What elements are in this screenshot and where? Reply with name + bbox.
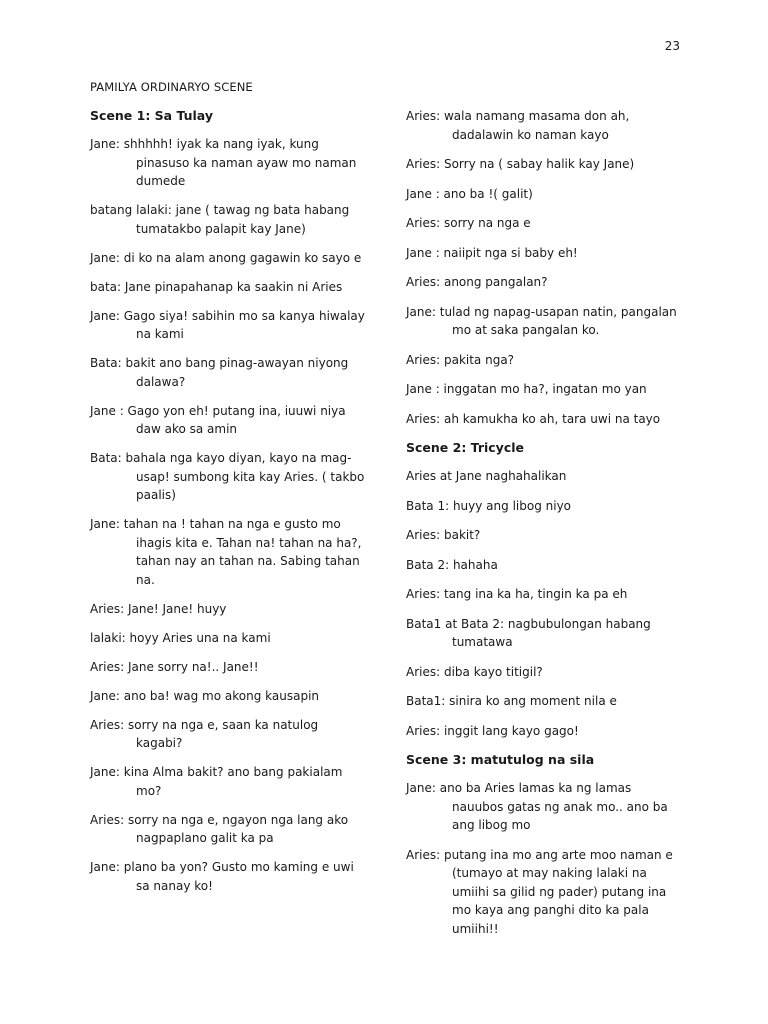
scene-heading: Scene 3: matutulog na sila (406, 752, 595, 767)
dialogue-line: Aries: pakita nga? (406, 352, 515, 367)
dialogue-line: Jane: Gago siya! sabihin mo sa kanya hiwalay na kami (90, 308, 365, 341)
dialogue-line: Bata1 at Bata 2: nagbubulongan habang tumatawa (406, 616, 651, 649)
dialogue-line: Jane: ano ba! wag mo akong kausapin (90, 688, 320, 703)
dialogue-line: Aries: Jane sorry na!.. Jane!! (90, 659, 259, 674)
dialogue-line: Jane: plano ba yon? Gusto mo kaming e uwi sa nanay ko! (90, 860, 354, 893)
dialogue-line: Jane : inggatan mo ha?, ingatan mo yan (406, 382, 647, 396)
dialogue-line: Aries: bakit? (406, 528, 481, 542)
dialogue-line: Aries: diba kayo titigil? (406, 664, 543, 679)
dialogue-line: Aries: ah kamukha ko ah, tara uwi na tayo (406, 411, 661, 426)
dialogue-line: Aries: sorry na nga e (406, 216, 531, 230)
dialogue-line: Bata: bakit ano bang pinag-awayan niyong dalawa? (90, 356, 349, 389)
dialogue-line: Bata 1: huyy ang libog niyo (406, 498, 572, 513)
dialogue-line: Jane: kina Alma bakit? ano bang pakialam mo? (90, 765, 343, 798)
dialogue-line: Jane: shhhhh! iyak ka nang iyak, kung pinasuso ka naman ayaw mo naman dumede (90, 137, 357, 188)
dialogue-line: Jane: tulad ng napag-usapan natin, pangalan mo at saka pangalan ko. (406, 304, 677, 337)
dialogue-line: Jane : naiipit nga si baby eh! (406, 245, 578, 260)
left-column (90, 107, 365, 906)
dialogue-line: Aries: sorry na nga e, ngayon nga lang ako nagpaplano galit ka pa (90, 812, 349, 845)
scene-heading: Scene 2: Tricycle (406, 440, 524, 455)
dialogue-line: Jane : Gago yon eh! putang ina, iuuwi niya daw ako sa amin (90, 403, 346, 436)
dialogue-line: Bata: bahala nga kayo diyan, kayo na mag-usap! sumbong kita kay Aries. ( takbo paalis) (90, 451, 365, 502)
dialogue-line: Jane: ano ba Aries lamas ka ng lamas nauubos gatas ng anak mo.. ano ba ang libog mo (406, 781, 668, 832)
dialogue-line: Aries at Jane naghahalikan (406, 469, 567, 483)
dialogue-line: Jane: tahan na ! tahan na nga e gusto mo ihagis kita e. Tahan na! tahan na ha?, tahan nay an tahan na. Sabing tahan na. (90, 517, 362, 587)
dialogue-line: Aries: Sorry na ( sabay halik kay Jane) (406, 157, 635, 171)
dialogue-line: Aries: anong pangalan? (406, 275, 548, 289)
dialogue-line: Aries: wala namang masama don ah, dadalawin ko naman kayo (406, 109, 630, 142)
dialogue-line: Aries: Jane! Jane! huyy (90, 601, 227, 616)
page-number: 23 (664, 39, 680, 53)
dialogue-line: Aries: putang ina mo ang arte moo naman e (tumayo at may naking lalaki na umiihi sa gilid ng pader) putang ina mo kaya ang panghi dito ka pala umiihi!! (406, 847, 673, 936)
dialogue-line: Jane: di ko na alam anong gagawin ko sayo e (90, 250, 362, 265)
dialogue-line: Aries: tang ina ka ha, tingin ka pa eh (406, 587, 628, 601)
dialogue-line: Jane : ano ba !( galit) (406, 186, 533, 201)
right-column (406, 107, 681, 949)
dialogue-line: lalaki: hoyy Aries una na kami (90, 630, 271, 645)
dialogue-line: Aries: inggit lang kayo gago! (406, 723, 579, 738)
dialogue-line: Bata1: sinira ko ang moment nila e (406, 694, 617, 708)
document-title: PAMILYA ORDINARYO SCENE (90, 80, 253, 94)
dialogue-line: bata: Jane pinapahanap ka saakin ni Aries (90, 279, 343, 294)
scene-heading: Scene 1: Sa Tulay (90, 108, 213, 123)
dialogue-line: Bata 2: hahaha (406, 557, 498, 572)
dialogue-line: batang lalaki: jane ( tawag ng bata habang tumatakbo palapit kay Jane) (90, 203, 350, 236)
dialogue-line: Aries: sorry na nga e, saan ka natulog kagabi? (90, 717, 319, 750)
